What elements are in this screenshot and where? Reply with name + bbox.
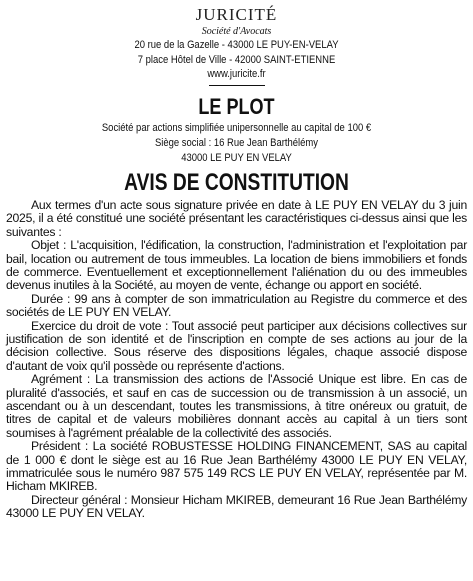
company-registered-office: Siège social : 16 Rue Jean Barthélémy — [154, 136, 319, 149]
paragraph-voting: Exercice du droit de vote : Tout associé peut participer aux décisions collectives sur justification de son identité et de l'inscription en compte de ses actions au jour de la décision collective. Sous réserve des dispositions légales, chaque associé dispose d'autant de voix qu'il possède ou représente d'actions. — [6, 318, 467, 373]
paragraph-president: Président : La société ROBUSTESSE HOLDING FINANCEMENT, SAS au capital de 1 000 € dont le siège est au 16 Rue Jean Barthélémy 43000 LE PUY EN VELAY, immatriculée sous le numéro 987 575 149 RCS LE PUY EN VELAY, représentée par M. Hicham MKIREB. — [6, 439, 467, 494]
header-divider — [209, 85, 265, 86]
paragraph-duration: Durée : 99 ans à compter de son immatriculation au Registre du commerce et des sociétés de LE PUY EN VELAY. — [6, 291, 467, 320]
paragraph-general-director: Directeur général : Monsieur Hicham MKIREB, demeurant 16 Rue Jean Barthélémy 43000 LE PUY EN VELAY. — [6, 492, 467, 521]
firm-address-1: 20 rue de la Gazelle - 43000 LE PUY-EN-VELAY — [134, 39, 339, 52]
paragraph-approval: Agrément : La transmission des actions de l'Associé Unique est libre. En cas de pluralité d'associés, et sauf en cas de succession ou de transmission à un associé, un ascendant ou à un descendant, toutes les transmissions, à titre onéreux ou gratuit, de titres de capital et de valeurs mobilières donnant accès au capital à un tiers sont soumises à l'agrément préalable de la collectivité des associés. — [6, 372, 467, 440]
notice-title: AVIS DE CONSTITUTION — [124, 168, 349, 196]
company-name: LE PLOT — [198, 93, 275, 119]
firm-address-2: 7 place Hôtel de Ville - 42000 SAINT-ETIENNE — [137, 53, 336, 66]
company-city: 43000 LE PUY EN VELAY — [181, 151, 292, 164]
firm-logo: JURICITÉ — [195, 5, 278, 24]
firm-subtitle: Société d'Avocats — [201, 26, 272, 38]
firm-header — [6, 0, 467, 86]
paragraph-object: Objet : L'acquisition, l'édification, la construction, l'administration et l'exploitation par bail, location ou autrement de tous immeubles. La location de biens immobiliers et fonds de commerce. Eventuellement et exceptionnellement l'aliénation du ou des immeubles devenus inutiles à la Société, au moyen de vente, échange ou apport en société. — [6, 238, 467, 293]
paragraph-intro: Aux termes d'un acte sous signature privée en date à LE PUY EN VELAY du 3 juin 2025, il a été constitué une société présentant les caractéristiques ci-dessus ainsi que les suivantes : — [6, 197, 467, 239]
company-legal-form: Société par actions simplifiée unipersonnelle au capital de 100 € — [101, 121, 372, 134]
notice-body — [6, 199, 467, 521]
firm-website: www.juricite.fr — [207, 67, 266, 80]
